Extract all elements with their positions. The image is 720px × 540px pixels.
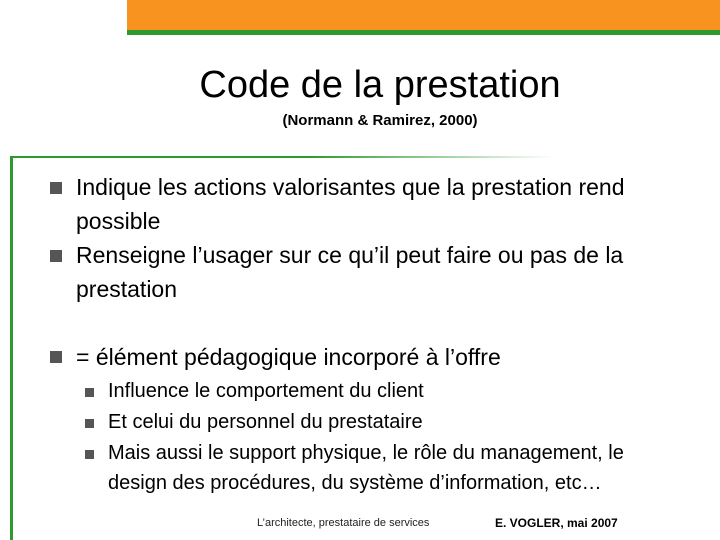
sub-bullet-item: Influence le comportement du client — [108, 380, 424, 402]
header-orange-bar — [127, 0, 720, 30]
bullet-square-icon — [50, 250, 62, 262]
left-green-rule — [10, 157, 13, 540]
footer-course-title: L’architecte, prestataire de services — [257, 517, 430, 529]
bullet-item: = élément pédagogique incorporé à l’offre — [76, 344, 501, 370]
slide-subtitle: (Normann & Ramirez, 2000) — [282, 112, 478, 129]
sub-bullet-item: Mais aussi le support physique, le rôle du management, le design des procédures, du système d’information, etc… — [108, 442, 624, 494]
sub-bullet-item: Et celui du personnel du prestataire — [108, 411, 423, 433]
title-divider — [10, 156, 554, 158]
bullet-item: Renseigne l’usager sur ce qu’il peut faire ou pas de la prestation — [76, 242, 624, 302]
header-green-line — [127, 30, 720, 35]
slide-title: Code de la prestation — [199, 64, 561, 106]
sub-bullet-square-icon — [85, 419, 94, 428]
sub-bullet-square-icon — [85, 450, 94, 459]
bullet-item: Indique les actions valorisantes que la prestation rend possible — [76, 174, 625, 234]
bullet-square-icon — [50, 182, 62, 194]
sub-bullet-square-icon — [85, 388, 94, 397]
bullet-square-icon — [50, 351, 62, 363]
footer-author-date: E. VOGLER, mai 2007 — [495, 516, 618, 530]
